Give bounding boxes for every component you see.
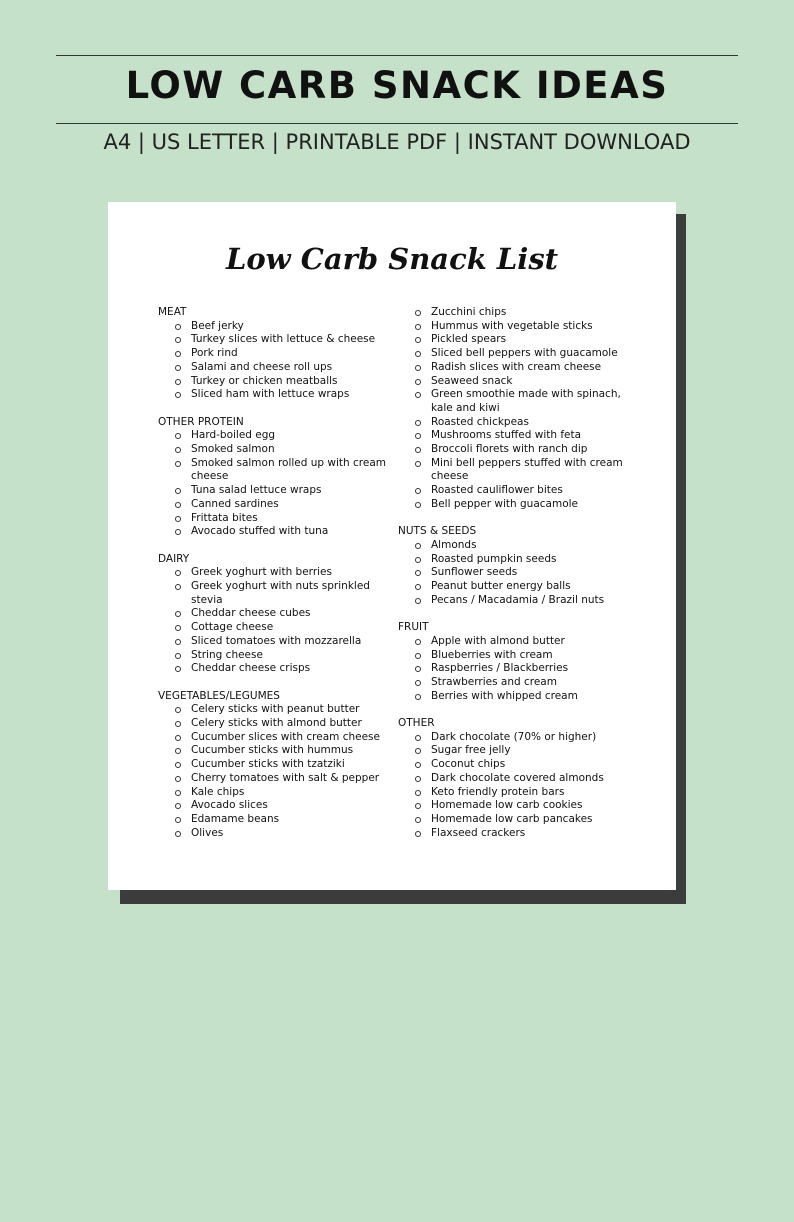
list-item-label: Keto friendly protein bars <box>431 785 565 798</box>
list-item <box>158 361 388 375</box>
snack-section <box>158 306 388 402</box>
list-item <box>158 566 388 580</box>
list-item <box>398 388 628 415</box>
sheet-title: Low Carb Snack List <box>225 242 559 276</box>
list-item-label: Hard-boiled egg <box>191 429 276 442</box>
list-item-label: Cottage cheese <box>191 621 274 634</box>
circle-bullet-icon <box>415 543 421 549</box>
list-item-label: Apple with almond butter <box>431 634 565 647</box>
list-item-label: Cucumber sticks with hummus <box>191 744 354 757</box>
list-item <box>158 333 388 347</box>
list-item-label: Canned sardines <box>191 497 279 510</box>
snack-list <box>158 320 388 402</box>
circle-bullet-icon <box>175 817 181 823</box>
section-heading: FRUIT <box>398 621 429 634</box>
circle-bullet-icon <box>415 502 421 508</box>
circle-bullet-icon <box>175 433 181 439</box>
list-item-label: Greek yoghurt with nuts sprinkled stevia <box>191 580 370 606</box>
list-item <box>158 498 388 512</box>
circle-bullet-icon <box>415 379 421 385</box>
list-item-label: Avocado stuffed with tuna <box>191 525 329 538</box>
list-item <box>158 375 388 389</box>
printable-sheet <box>108 202 676 890</box>
circle-bullet-icon <box>175 790 181 796</box>
circle-bullet-icon <box>175 584 181 590</box>
list-item <box>398 594 628 608</box>
list-item-label: Celery sticks with almond butter <box>191 717 362 730</box>
circle-bullet-icon <box>175 324 181 330</box>
circle-bullet-icon <box>175 721 181 727</box>
snack-section <box>398 525 628 607</box>
list-item <box>158 827 388 841</box>
list-item-label: Cheddar cheese cubes <box>191 607 311 620</box>
list-item-label: Smoked salmon rolled up with cream cheese <box>191 456 387 483</box>
list-item <box>158 525 388 539</box>
circle-bullet-icon <box>415 447 421 453</box>
list-item <box>158 731 388 745</box>
banner-bottom-rule <box>56 123 738 124</box>
list-item <box>398 306 628 320</box>
circle-bullet-icon <box>415 776 421 782</box>
list-item-label: Cheddar cheese crisps <box>191 662 311 675</box>
list-item-label: Raspberries / Blackberries <box>431 662 569 675</box>
list-item-label: Hummus with vegetable sticks <box>431 319 593 332</box>
list-item-label: Radish slices with cream cheese <box>431 360 602 373</box>
list-item-label: Strawberries and cream <box>431 675 557 688</box>
list-item <box>158 744 388 758</box>
circle-bullet-icon <box>175 337 181 343</box>
circle-bullet-icon <box>175 488 181 494</box>
list-item-label: Mini bell peppers stuffed with cream cheese <box>431 456 623 483</box>
list-item <box>158 772 388 786</box>
list-item <box>398 649 628 663</box>
snack-section <box>398 621 628 703</box>
circle-bullet-icon <box>415 803 421 809</box>
circle-bullet-icon <box>415 337 421 343</box>
circle-bullet-icon <box>415 680 421 686</box>
list-item-label: Roasted pumpkin seeds <box>431 552 557 565</box>
circle-bullet-icon <box>175 379 181 385</box>
circle-bullet-icon <box>175 803 181 809</box>
list-item <box>398 553 628 567</box>
list-item-label: Mushrooms stuffed with feta <box>431 429 582 442</box>
circle-bullet-icon <box>175 666 181 672</box>
circle-bullet-icon <box>415 365 421 371</box>
list-item-label: Cucumber slices with cream cheese <box>191 730 380 743</box>
circle-bullet-icon <box>415 639 421 645</box>
circle-bullet-icon <box>175 776 181 782</box>
list-item <box>158 621 388 635</box>
snack-list <box>398 635 628 704</box>
list-item <box>398 799 628 813</box>
list-item <box>398 375 628 389</box>
list-item-label: Homemade low carb pancakes <box>431 812 593 825</box>
circle-bullet-icon <box>175 611 181 617</box>
list-item-label: Flaxseed crackers <box>431 826 526 839</box>
list-item-label: Salami and cheese roll ups <box>191 360 333 373</box>
list-item-label: Roasted chickpeas <box>431 415 529 428</box>
circle-bullet-icon <box>415 762 421 768</box>
list-item <box>158 635 388 649</box>
circle-bullet-icon <box>415 310 421 316</box>
list-item-label: Dark chocolate (70% or higher) <box>431 730 597 743</box>
circle-bullet-icon <box>415 598 421 604</box>
right-column <box>398 306 628 840</box>
list-item-label: Avocado slices <box>191 799 268 812</box>
list-item-label: Zucchini chips <box>431 306 507 318</box>
circle-bullet-icon <box>415 570 421 576</box>
banner-subtitle: A4 | US LETTER | PRINTABLE PDF | INSTANT DOWNLOAD <box>103 130 691 154</box>
list-item <box>398 484 628 498</box>
list-item <box>398 758 628 772</box>
list-item <box>398 361 628 375</box>
list-item <box>158 388 388 402</box>
circle-bullet-icon <box>175 351 181 357</box>
list-item <box>398 731 628 745</box>
list-item <box>398 744 628 758</box>
section-heading: NUTS & SEEDS <box>398 525 477 538</box>
circle-bullet-icon <box>415 488 421 494</box>
list-item <box>398 813 628 827</box>
list-item-label: Green smoothie made with spinach, kale and kiwi <box>431 388 621 414</box>
list-item <box>158 758 388 772</box>
left-column <box>158 306 388 840</box>
list-item <box>398 457 628 484</box>
list-item <box>158 512 388 526</box>
list-item <box>158 799 388 813</box>
list-item <box>158 347 388 361</box>
circle-bullet-icon <box>175 365 181 371</box>
list-item-label: Sliced tomatoes with mozzarella <box>191 634 362 647</box>
list-item <box>158 607 388 621</box>
list-item-label: Kale chips <box>191 785 245 798</box>
snack-section <box>158 553 388 676</box>
circle-bullet-icon <box>415 831 421 837</box>
list-item <box>398 580 628 594</box>
section-heading: OTHER <box>398 717 435 730</box>
list-item-label: Frittata bites <box>191 511 258 524</box>
list-item-label: Seaweed snack <box>431 374 513 387</box>
list-item-label: Roasted cauliflower bites <box>431 484 563 497</box>
list-item-label: Sliced bell peppers with guacamole <box>431 347 618 360</box>
circle-bullet-icon <box>175 461 181 467</box>
circle-bullet-icon <box>175 762 181 768</box>
list-item-label: Tuna salad lettuce wraps <box>191 484 322 497</box>
list-item-label: Coconut chips <box>431 758 506 771</box>
circle-bullet-icon <box>175 392 181 398</box>
circle-bullet-icon <box>175 735 181 741</box>
section-heading: MEAT <box>158 306 187 318</box>
circle-bullet-icon <box>175 502 181 508</box>
circle-bullet-icon <box>175 639 181 645</box>
list-item <box>398 786 628 800</box>
list-item <box>158 457 388 484</box>
list-item <box>158 813 388 827</box>
circle-bullet-icon <box>415 735 421 741</box>
snack-list <box>158 566 388 676</box>
list-item-label: Bell pepper with guacamole <box>431 497 579 510</box>
circle-bullet-icon <box>415 392 421 398</box>
list-item-label: Smoked salmon <box>191 443 275 456</box>
list-item <box>398 539 628 553</box>
list-item-label: Cucumber sticks with tzatziki <box>191 758 345 771</box>
list-item-label: Sugar free jelly <box>431 744 511 757</box>
list-item-label: Broccoli florets with ranch dip <box>431 443 588 456</box>
list-item <box>398 635 628 649</box>
circle-bullet-icon <box>415 351 421 357</box>
list-item-label: Pork rind <box>191 347 238 360</box>
list-item <box>398 416 628 430</box>
list-item <box>158 717 388 731</box>
section-heading: VEGETABLES/LEGUMES <box>158 689 280 702</box>
list-item-label: Olives <box>191 826 224 839</box>
list-item-label: Peanut butter energy balls <box>431 580 571 593</box>
list-item <box>398 320 628 334</box>
list-item-label: Sunflower seeds <box>431 566 518 579</box>
list-item <box>398 676 628 690</box>
circle-bullet-icon <box>415 420 421 426</box>
circle-bullet-icon <box>415 324 421 330</box>
list-item <box>158 429 388 443</box>
list-item-label: Berries with whipped cream <box>431 689 578 702</box>
banner-top-rule <box>56 55 738 56</box>
list-item-label: Turkey or chicken meatballs <box>191 374 338 387</box>
list-item <box>158 703 388 717</box>
snack-section <box>398 306 628 512</box>
section-heading: OTHER PROTEIN <box>158 415 244 428</box>
snack-list <box>158 429 388 539</box>
list-item <box>398 827 628 841</box>
circle-bullet-icon <box>415 748 421 754</box>
list-item-label: Edamame beans <box>191 812 280 825</box>
list-item-label: Homemade low carb cookies <box>431 799 583 812</box>
list-item-label: Turkey slices with lettuce & cheese <box>191 333 376 346</box>
snack-list <box>398 539 628 608</box>
circle-bullet-icon <box>175 570 181 576</box>
list-item <box>398 347 628 361</box>
list-item-label: Greek yoghurt with berries <box>191 566 332 579</box>
circle-bullet-icon <box>175 529 181 535</box>
list-item <box>398 333 628 347</box>
list-item <box>398 498 628 512</box>
circle-bullet-icon <box>415 461 421 467</box>
circle-bullet-icon <box>175 707 181 713</box>
snack-section <box>158 416 388 539</box>
circle-bullet-icon <box>415 557 421 563</box>
snack-section <box>158 690 388 841</box>
circle-bullet-icon <box>415 790 421 796</box>
circle-bullet-icon <box>415 666 421 672</box>
list-item-label: Cherry tomatoes with salt & pepper <box>191 771 380 784</box>
list-item <box>398 443 628 457</box>
list-item-label: Pecans / Macadamia / Brazil nuts <box>431 593 605 606</box>
list-item <box>158 649 388 663</box>
list-item <box>158 320 388 334</box>
list-item-label: Celery sticks with peanut butter <box>191 703 360 716</box>
list-item-label: Beef jerky <box>191 319 244 332</box>
circle-bullet-icon <box>175 653 181 659</box>
circle-bullet-icon <box>175 447 181 453</box>
snack-list <box>398 731 628 841</box>
snack-list <box>158 703 388 840</box>
circle-bullet-icon <box>415 694 421 700</box>
snack-section <box>398 717 628 840</box>
section-heading: DAIRY <box>158 552 190 565</box>
circle-bullet-icon <box>175 748 181 754</box>
list-item-label: Sliced ham with lettuce wraps <box>191 388 350 401</box>
circle-bullet-icon <box>175 831 181 837</box>
list-item-label: Blueberries with cream <box>431 648 553 661</box>
circle-bullet-icon <box>415 653 421 659</box>
list-item <box>398 429 628 443</box>
list-item <box>158 484 388 498</box>
list-item-label: Pickled spears <box>431 333 507 346</box>
list-item-label: Almonds <box>431 538 477 551</box>
circle-bullet-icon <box>415 584 421 590</box>
list-item-label: String cheese <box>191 648 263 661</box>
list-item <box>398 690 628 704</box>
circle-bullet-icon <box>175 625 181 631</box>
circle-bullet-icon <box>415 433 421 439</box>
list-item <box>158 786 388 800</box>
list-item <box>158 662 388 676</box>
circle-bullet-icon <box>415 817 421 823</box>
circle-bullet-icon <box>175 516 181 522</box>
list-item <box>398 662 628 676</box>
list-item <box>398 772 628 786</box>
list-item-label: Dark chocolate covered almonds <box>431 771 604 784</box>
banner-title: LOW CARB SNACK IDEAS <box>125 64 669 107</box>
list-item <box>158 580 388 607</box>
list-item <box>158 443 388 457</box>
snack-list <box>398 306 628 512</box>
list-item <box>398 566 628 580</box>
